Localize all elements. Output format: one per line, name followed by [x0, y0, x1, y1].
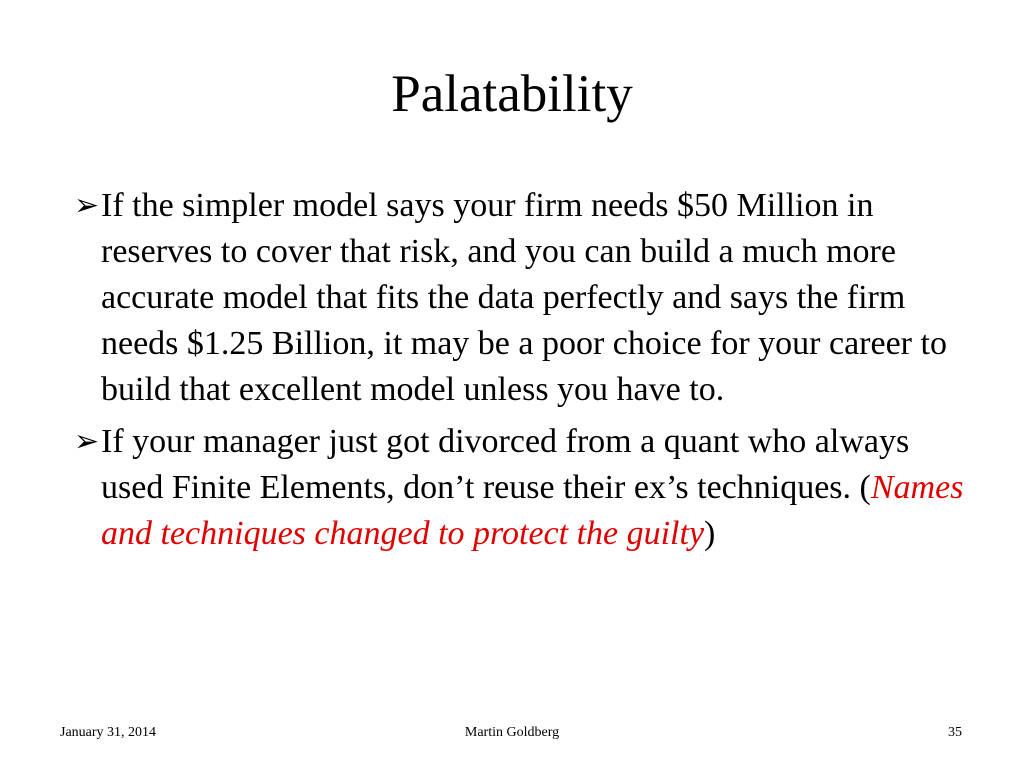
bullet-item-1 — [74, 183, 974, 413]
footer-page-number: 35 — [948, 725, 962, 740]
footer-author: Martin Goldberg — [464, 725, 560, 740]
bullet-emphasis: Names and techniques changed to protect the guilty — [101, 469, 964, 552]
bullet-list — [74, 183, 974, 563]
bullet-text-2: If your manager just got divorced from a quant who always used Finite Elements, don’t reuse their ex’s techniques. ( — [101, 423, 910, 506]
footer-date: January 31, 2014 — [60, 725, 157, 740]
bullet-item-2 — [74, 419, 974, 557]
bullet-text-2-close: ) — [704, 515, 716, 552]
slide-title: Palatability — [391, 65, 633, 123]
bullet-text-1: If the simpler model says your firm needs $50 Million in reserves to cover that risk, and you can build a much more accurate model that fits the data perfectly and says the firm needs $1.25 Billion, it may be a poor choice for your career to build that excellent model unless you have to. — [101, 187, 947, 408]
arrowhead-bullet-icon: ➢ — [74, 424, 100, 459]
arrowhead-bullet-icon: ➢ — [74, 188, 100, 223]
